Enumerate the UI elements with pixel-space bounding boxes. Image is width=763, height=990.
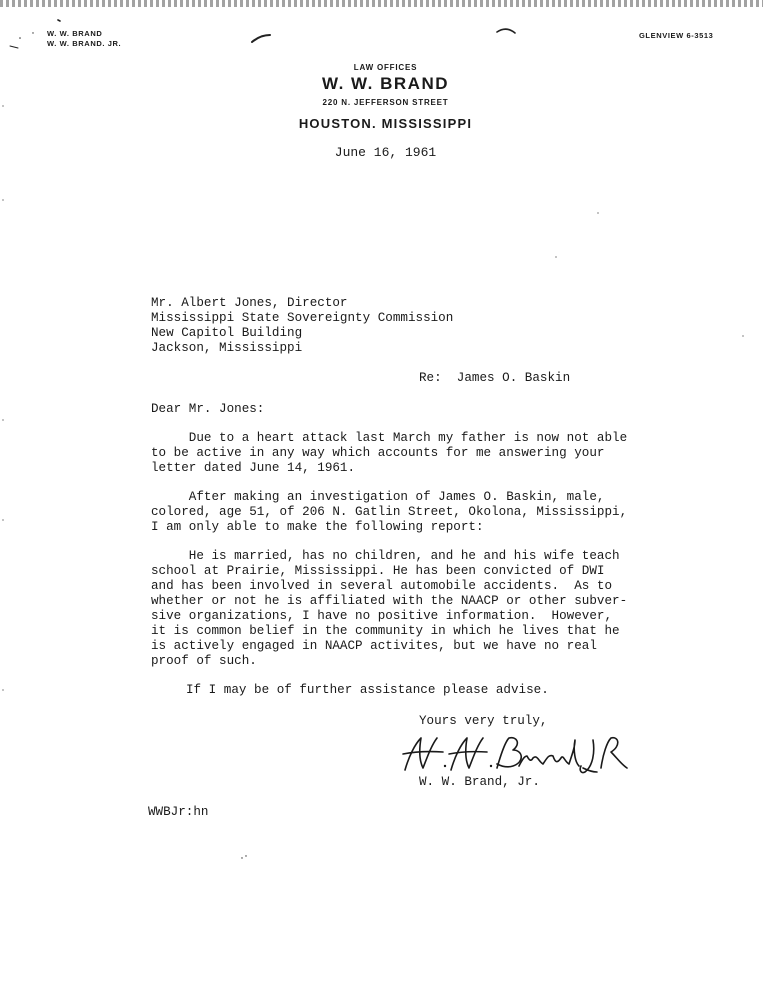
paragraph-line: proof of such. [151, 654, 257, 668]
recipient-line: Mr. Albert Jones, Director [151, 296, 348, 310]
salutation: Dear Mr. Jones: [151, 402, 265, 416]
paragraph-line: and has been involved in several automobile accidents. As to [151, 579, 613, 593]
top-edge-rule [0, 0, 763, 7]
letterhead-firm-name: W. W. BRAND [322, 74, 449, 93]
paragraph-line: is actively engaged in NAACP activites, but we have no real [151, 639, 597, 653]
paragraph-line: If I may be of further assistance please advise. [186, 683, 549, 697]
partner-name-2: W. W. BRAND. JR. [47, 39, 122, 48]
paragraph-2 [151, 490, 627, 535]
letterhead-street: 220 N. JEFFERSON STREET [322, 98, 449, 107]
paragraph-line: to be active in any way which accounts for me answering your [151, 446, 605, 460]
letterhead-city: HOUSTON. MISSISSIPPI [298, 116, 473, 131]
letterhead-law-offices: LAW OFFICES [353, 63, 418, 72]
paragraph-line: colored, age 51, of 206 N. Gatlin Street, Okolona, Mississippi, [151, 505, 628, 519]
typist-initials: WWBJr:hn [148, 805, 209, 819]
handwritten-signature [397, 732, 632, 780]
paragraph-line: whether or not he is affiliated with the NAACP or other subver- [151, 594, 628, 608]
partner-name-1: W. W. BRAND [47, 29, 103, 38]
paragraph-1 [151, 431, 627, 476]
paragraph-line: He is married, has no children, and he and his wife teach [151, 549, 620, 563]
recipient-line: Jackson, Mississippi [151, 341, 303, 355]
paragraph-line: sive organizations, I have no positive information. However, [151, 609, 613, 623]
recipient-line: New Capitol Building [151, 326, 303, 340]
recipient-address [151, 296, 453, 356]
signature-name: W. W. Brand, Jr. [419, 775, 540, 789]
paragraph-4 [186, 683, 549, 698]
paragraph-line: Due to a heart attack last March my father is now not able [151, 431, 628, 445]
recipient-line: Mississippi State Sovereignty Commission [151, 311, 454, 325]
paragraph-3 [151, 549, 627, 669]
letterhead-partners [47, 29, 121, 49]
paragraph-line: letter dated June 14, 1961. [151, 461, 356, 475]
paragraph-line: After making an investigation of James O. Baskin, male, [151, 490, 605, 504]
letterhead-phone: GLENVIEW 6-3513 [639, 31, 714, 40]
closing: Yours very truly, [419, 714, 548, 728]
re-line: Re: James O. Baskin [419, 371, 571, 385]
letter-date: June 16, 1961 [334, 145, 437, 160]
paragraph-line: it is common belief in the community in which he lives that he [151, 624, 620, 638]
paragraph-line: I am only able to make the following report: [151, 520, 484, 534]
paragraph-line: school at Prairie, Mississippi. He has been convicted of DWI [151, 564, 605, 578]
